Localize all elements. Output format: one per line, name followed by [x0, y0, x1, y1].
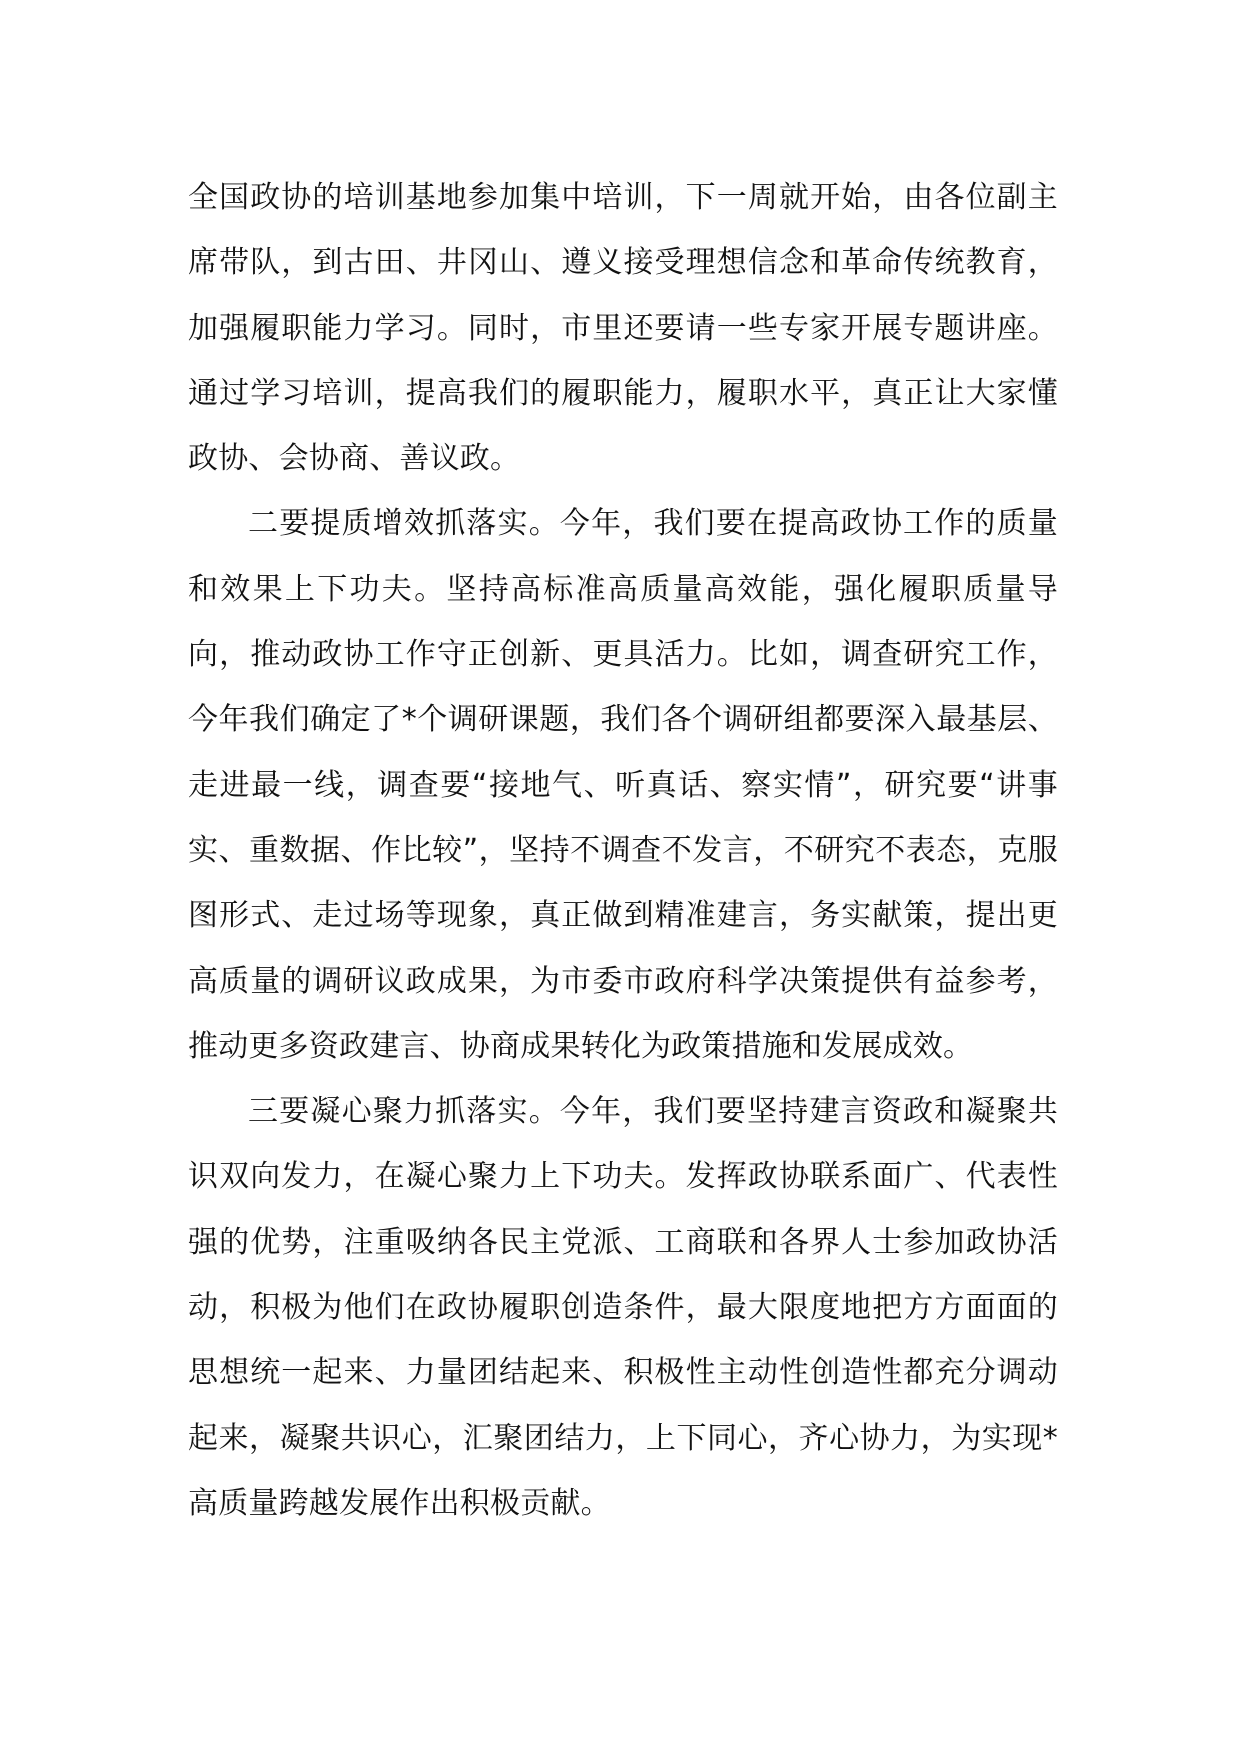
paragraph-third-point: 三要凝心聚力抓落实。今年，我们要坚持建言资政和凝聚共识双向发力，在凝心聚力上下功夫。发挥政协联系面广、代表性强的优势，注重吸纳各民主党派、工商联和各界人士参加政协活动，积极为他们在政协履职创造条件，最大限度地把方方面面的思想统一起来、力量团结起来、积极性主动性创造性都充分调动起来，凝聚共识心，汇聚团结力，上下同心，齐心协力，为实现*高质量跨越发展作出积极贡献。	[188, 1094, 1058, 1521]
paragraph-continuation: 全国政协的培训基地参加集中培训，下一周就开始，由各位副主席带队，到古田、井冈山、遵义接受理想信念和革命传统教育，加强履职能力学习。同时，市里还要请一些专家开展专题讲座。通过学习培训，提高我们的履职能力，履职水平，真正让大家懂政协、会协商、善议政。	[188, 180, 1058, 477]
document-body	[188, 165, 1058, 1536]
paragraph-second-point: 二要提质增效抓落实。今年，我们要在提高政协工作的质量和效果上下功夫。坚持高标准高质量高效能，强化履职质量导向，推动政协工作守正创新、更具活力。比如，调查研究工作，今年我们确定了*个调研课题，我们各个调研组都要深入最基层、走进最一线，调查要“接地气、听真话、察实情”，研究要“讲事实、重数据、作比较”，坚持不调查不发言，不研究不表态，克服图形式、走过场等现象，真正做到精准建言，务实献策，提出更高质量的调研议政成果，为市委市政府科学决策提供有益参考，推动更多资政建言、协商成果转化为政策措施和发展成效。	[188, 506, 1058, 1064]
